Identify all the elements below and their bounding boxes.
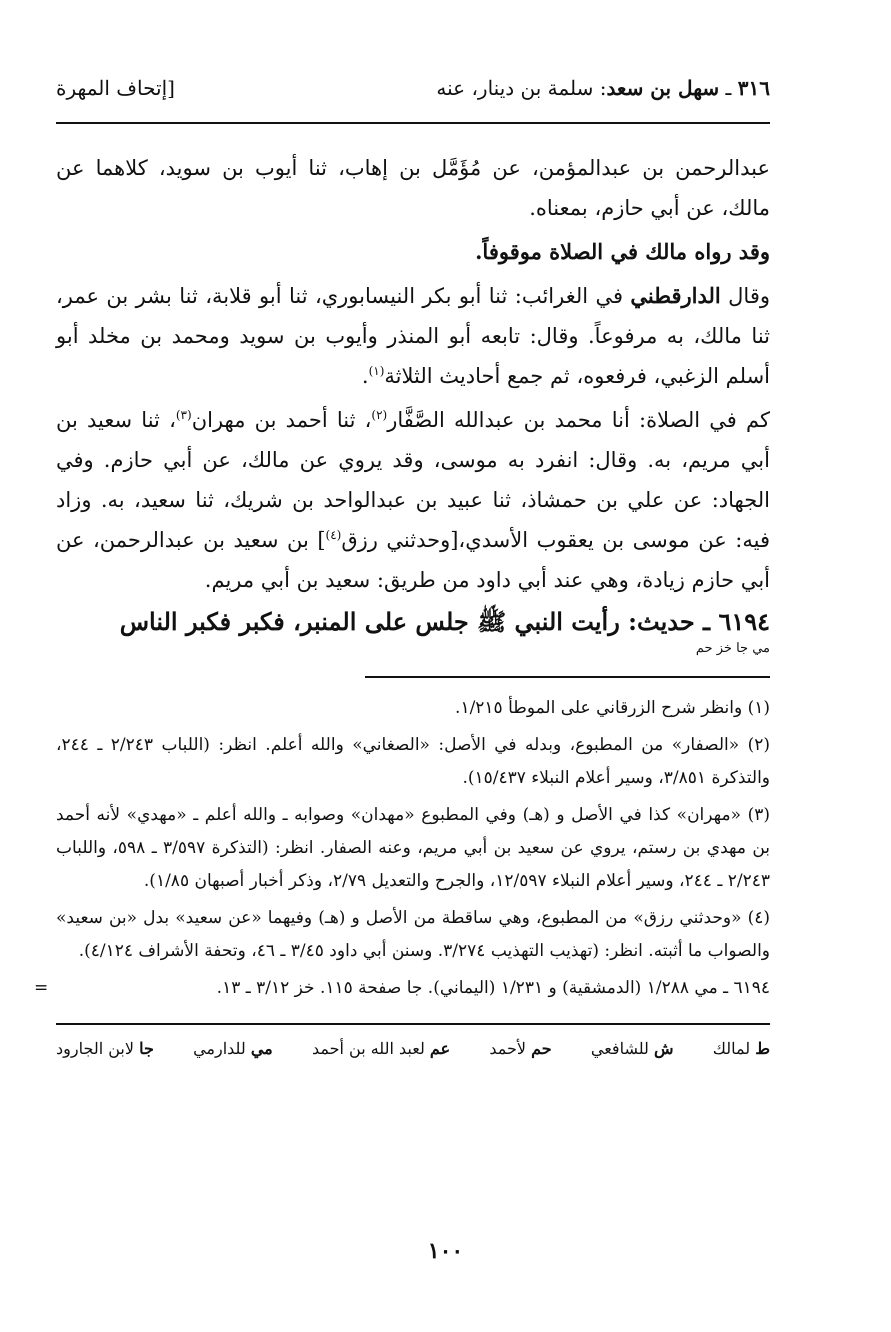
legend-name: للشافعي xyxy=(590,1039,649,1058)
page xyxy=(34,70,771,1058)
page-number: ١٠٠ xyxy=(427,1238,464,1264)
legend-name: لأحمد xyxy=(489,1039,527,1058)
hadith-heading: ٦١٩٤ ـ حديث: رأيت النبي ﷺ جلس على المنبر، فكبر فكبر الناس xyxy=(119,607,770,636)
legend-name: لابن الجارود xyxy=(56,1039,134,1058)
legend-item xyxy=(713,1039,770,1058)
main-text xyxy=(56,148,770,658)
legend-rule xyxy=(56,1023,770,1025)
running-header xyxy=(56,70,770,110)
footnote-1: (١) وانظر شرح الزرقاني على الموطأ ١/٢١٥. xyxy=(455,698,770,718)
takhrij-note xyxy=(34,972,770,1005)
header-rule xyxy=(56,122,770,124)
daraqutni-name: الدارقطني xyxy=(630,283,721,308)
paragraph-3-text-c: . xyxy=(361,364,369,388)
paragraph-4-text-c: ، ثنا سعيد بن أبي مريم، به. وقال: انفرد به موسى، وقد يروي عن مالك، عن أبي حازم. وفي الجهاد: عن علي بن حمشاذ، ثنا عبيد بن عبدالواحد بن شريك، ثنا سعيد، به. وزاد فيه: عن موسى بن يعقوب الأسدي،[وحدثني رزق xyxy=(56,408,771,552)
paragraph-3 xyxy=(56,276,770,396)
abbreviation-legend xyxy=(56,1039,770,1058)
legend-abbr: ط xyxy=(755,1039,770,1058)
footnote-ref-4[interactable]: (٤) xyxy=(325,528,342,542)
header-chain: : سلمة بن دينار، عنه xyxy=(436,76,607,100)
footnote-ref-2[interactable]: (٢) xyxy=(371,408,388,422)
header-separator: ـ xyxy=(719,76,738,100)
legend-abbr: مي xyxy=(250,1039,273,1058)
footnote-rule xyxy=(365,676,770,678)
legend-name: للدارمي xyxy=(193,1039,246,1058)
legend-abbr: حم xyxy=(531,1039,552,1058)
paragraph-1: عبدالرحمن بن عبدالمؤمن، عن مُؤَمَّل بن إهاب، ثنا أيوب بن سويد، كلاهما عن مالك، عن أبي حازم، بمعناه. xyxy=(56,156,770,220)
paragraph-2: وقد رواه مالك في الصلاة موقوفاً. xyxy=(475,239,770,264)
footnote-3: (٣) «مهران» كذا في الأصل و (هـ) وفي المطبوع «مهدان» وصوابه ـ والله أعلم ـ «مهدي» لأنه أحمد بن مهدي بن رستم، يروي عن سعيد بن أبي مريم، وعنه الصفار. انظر: (التذكرة ٣/٥٩٧ ـ ٥٩٨، واللباب ٢/٢٤٣ ـ ٢٤٤، وسير أعلام النبلاء ١٢/٥٩٧، والجرح والتعديل ٢/٧٩، وذكر أخبار أصبهان ١/٨٥). xyxy=(56,805,770,891)
legend-name: لمالك xyxy=(712,1039,751,1058)
legend-abbr: جا xyxy=(139,1039,154,1058)
header-title xyxy=(436,76,770,100)
header-book-title: [إتحاف المهرة xyxy=(56,76,175,100)
legend-item xyxy=(591,1039,674,1058)
paragraph-3-text-a: وقال xyxy=(720,284,770,308)
header-page-number: ٣١٦ xyxy=(737,76,770,100)
legend-abbr: عم xyxy=(429,1039,451,1058)
paragraph-4-text-b: ، ثنا أحمد بن مهران xyxy=(191,408,372,432)
legend-item xyxy=(193,1039,273,1058)
legend-item xyxy=(312,1039,450,1058)
footnote-4: (٤) «وحدثني رزق» من المطبوع، وهي ساقطة من الأصل و (هـ) وفيهما «عن سعيد» بدل «بن سعيد» والصواب ما أثبته. انظر: (تهذيب التهذيب ٣/٢٧٤. وسنن أبي داود ٣/٤٥ ـ ٤٦، وتحفة الأشراف ٤/١٢٤). xyxy=(56,908,770,961)
footnote-ref-1[interactable]: (١) xyxy=(368,364,385,378)
paragraph-3-text-b: في الغرائب: ثنا أبو بكر النيسابوري، ثنا أبو قلابة، ثنا بشر بن عمر، ثنا مالك، به مرفوعاً. وقال: تابعه أبو المنذر وأيوب بن سويد ومحمد بن مخلد أبو أسلم الزغبي، فرفعوه، ثم جمع أحاديث الثلاثة xyxy=(56,284,770,388)
paragraph-4-text-a: كم في الصلاة: أنا محمد بن عبدالله الصَّفَّار xyxy=(387,408,770,432)
footnote-2: (٢) «الصفار» من المطبوع، وبدله في الأصل: «الصغاني» والله أعلم. انظر: (اللباب ٢/٢٤٣ ـ ٢٤٤، والتذكرة ٣/٨٥١، وسير أعلام النبلاء ١٥/٤٣٧). xyxy=(56,735,770,788)
header-narrator: سهل بن سعد xyxy=(606,76,720,100)
legend-item xyxy=(56,1039,154,1058)
footnote-ref-3[interactable]: (٣) xyxy=(175,408,192,422)
legend-abbr: ش xyxy=(654,1039,674,1058)
paragraph-4-text-d: ] بن سعيد بن عبدالرحمن، عن أبي حازم زيادة، وهي عند أبي داود من طريق: سعيد بن أبي مريم. xyxy=(56,528,770,592)
continuation-mark: = xyxy=(34,978,49,998)
takhrij-text: ٦١٩٤ ـ مي ١/٢٨٨ (الدمشقية) و ١/٢٣١ (اليماني). جا صفحة ١١٥. خز ٣/١٢ ـ ١٣. xyxy=(216,978,770,998)
hadith-sources: مي جا خز حم xyxy=(695,641,770,656)
legend-item xyxy=(489,1039,551,1058)
legend-name: لعبد الله بن أحمد xyxy=(311,1039,425,1058)
paragraph-4 xyxy=(56,400,770,600)
footnotes xyxy=(34,692,770,1005)
